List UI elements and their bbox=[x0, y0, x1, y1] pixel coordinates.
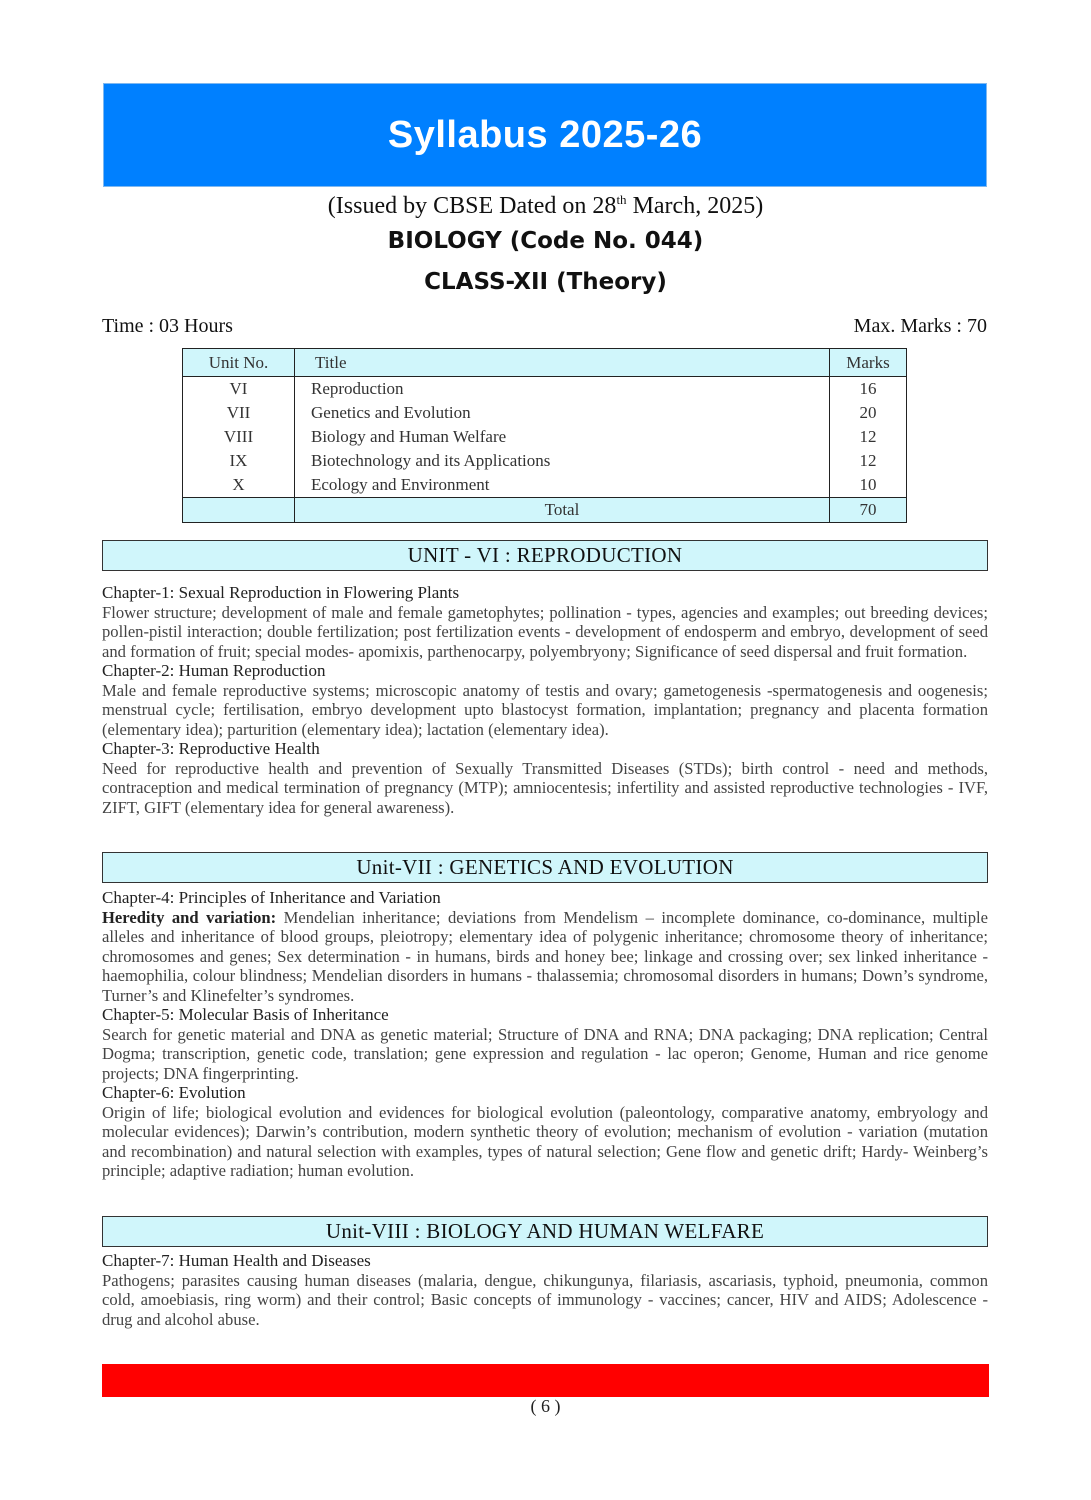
chapter-body: Mendelian inheritance; deviations from Mendelism – incomplete dominance, co-dominance, multiple alleles and inheritance of blood groups, pleiotropy; elementary idea of polygenic inheritance; chromosome theory of inheritance; chromosomes and genes; Sex determination - in humans, birds and honey bee; linkage and crossing over; sex linked inheritance - haemophilia, colour blindness; Mendelian disorders in humans - thalassemia; chromosomal disorders in humans; Down’s syndrome, Turner’s and Klinefelter’s syndromes. bbox=[102, 907, 988, 1005]
chapter-text bbox=[102, 908, 988, 1006]
cell-title: Genetics and Evolution bbox=[295, 401, 830, 425]
chapter-text: Search for genetic material and DNA as genetic material; Structure of DNA and RNA; DNA packaging; DNA replication; Central Dogma; transcription, genetic code, translation; gene expression and regulation - lac operon; Genome, Human and rice genome projects; DNA fingerprinting. bbox=[102, 1024, 988, 1083]
time-label: Time : 03 Hours bbox=[102, 315, 233, 337]
cell-title: Biology and Human Welfare bbox=[295, 425, 830, 449]
cell-empty bbox=[183, 498, 295, 523]
subject-title: BIOLOGY (Code No. 044) bbox=[387, 228, 704, 254]
cell-marks: 20 bbox=[830, 401, 907, 425]
chapter-text: Origin of life; biological evolution and evidences for biological evolution (paleontology, comparative anatomy, embryology and molecular evidences); Darwin’s contribution, modern synthetic theory of evolution; mechanism of evolution - variation (mutation and recombination) and natural selection with examples, types of natural selection; Gene flow and genetic drift; Hardy- Weinberg’s principle; adaptive radiation; human evolution. bbox=[102, 1102, 988, 1180]
chapter-text: Pathogens; parasites causing human diseases (malaria, dengue, chikungunya, filariasis, ascariasis, typhoid, pneumonia, common cold, amoebiasis, ring worm) and their control; Basic concepts of immunology - vaccines; cancer, HIV and AIDS; Adolescence - drug and alcohol abuse. bbox=[102, 1270, 988, 1329]
cell-unit: VII bbox=[183, 401, 295, 425]
header-marks: Marks bbox=[830, 349, 907, 377]
table-row bbox=[183, 473, 907, 498]
header-title: Title bbox=[295, 349, 830, 377]
table-row bbox=[183, 425, 907, 449]
issued-line bbox=[0, 192, 1091, 220]
table-total-row bbox=[183, 498, 907, 523]
cell-marks: 10 bbox=[830, 473, 907, 498]
table-row bbox=[183, 401, 907, 425]
cell-marks: 16 bbox=[830, 377, 907, 402]
chapter-title: Chapter-5: Molecular Basis of Inheritance bbox=[102, 1005, 389, 1024]
cell-title: Biotechnology and its Applications bbox=[295, 449, 830, 473]
chapter-text: Flower structure; development of male and female gametophytes; pollination - types, agencies and examples; out breeding devices; pollen-pistil interaction; double fertilization; post fertilization events - development of endosperm and embryo, development of seed and formation of fruit; special modes- apomixis, parthenocarpy, polyembryony; Significance of seed dispersal and fruit formation. bbox=[102, 602, 988, 661]
table-header-row bbox=[183, 349, 907, 377]
total-marks: 70 bbox=[830, 498, 907, 523]
chapter-title: Chapter-6: Evolution bbox=[102, 1083, 246, 1102]
chapter-lead: Heredity and variation: bbox=[102, 907, 277, 927]
table-row bbox=[183, 377, 907, 402]
cell-unit: VI bbox=[183, 377, 295, 402]
unit-vi-section bbox=[102, 583, 988, 817]
banner-title: Syllabus 2025-26 bbox=[387, 113, 703, 156]
cell-marks: 12 bbox=[830, 449, 907, 473]
table-row bbox=[183, 449, 907, 473]
issued-suffix: March, 2025) bbox=[626, 193, 764, 219]
cell-unit: X bbox=[183, 473, 295, 498]
chapter-title: Chapter-2: Human Reproduction bbox=[102, 661, 326, 680]
cell-title: Ecology and Environment bbox=[295, 473, 830, 498]
issued-prefix: (Issued by CBSE Dated on 28 bbox=[327, 193, 617, 219]
unit-viii-section bbox=[102, 1251, 988, 1329]
cell-unit: IX bbox=[183, 449, 295, 473]
chapter-title: Chapter-1: Sexual Reproduction in Flowering Plants bbox=[102, 583, 460, 602]
unit-heading-vii: Unit-VII : GENETICS AND EVOLUTION bbox=[102, 852, 988, 883]
chapter-title: Chapter-3: Reproductive Health bbox=[102, 739, 320, 758]
page-number: ( 6 ) bbox=[530, 1396, 561, 1416]
total-label: Total bbox=[295, 498, 830, 523]
chapter-title: Chapter-4: Principles of Inheritance and Variation bbox=[102, 888, 441, 907]
issued-sup: th bbox=[616, 192, 627, 207]
header-unit: Unit No. bbox=[183, 349, 295, 377]
unit-heading-viii: Unit-VIII : BIOLOGY AND HUMAN WELFARE bbox=[102, 1216, 988, 1247]
footer-bar bbox=[102, 1364, 989, 1397]
title-banner bbox=[103, 83, 987, 187]
chapter-title: Chapter-7: Human Health and Diseases bbox=[102, 1251, 371, 1270]
unit-heading-vi: UNIT - VI : REPRODUCTION bbox=[102, 540, 988, 571]
cell-title: Reproduction bbox=[295, 377, 830, 402]
marks-table bbox=[182, 348, 907, 523]
cell-unit: VIII bbox=[183, 425, 295, 449]
chapter-text: Male and female reproductive systems; microscopic anatomy of testis and ovary; gametogenesis -spermatogenesis and oogenesis; menstrual cycle; fertilisation, embryo development upto blastocyst formation, implantation; pregnancy and placenta formation (elementary idea); parturition (elementary idea); lactation (elementary idea). bbox=[102, 680, 988, 739]
class-title: CLASS-XII (Theory) bbox=[424, 269, 667, 295]
chapter-text: Need for reproductive health and prevention of Sexually Transmitted Diseases (STDs); birth control - need and methods, contraception and medical termination of pregnancy (MTP); amniocentesis; infertility and assisted reproductive technologies - IVF, ZIFT, GIFT (elementary idea for general awareness). bbox=[102, 758, 988, 817]
unit-vii-section bbox=[102, 888, 988, 1181]
cell-marks: 12 bbox=[830, 425, 907, 449]
max-marks-label: Max. Marks : 70 bbox=[853, 315, 987, 337]
